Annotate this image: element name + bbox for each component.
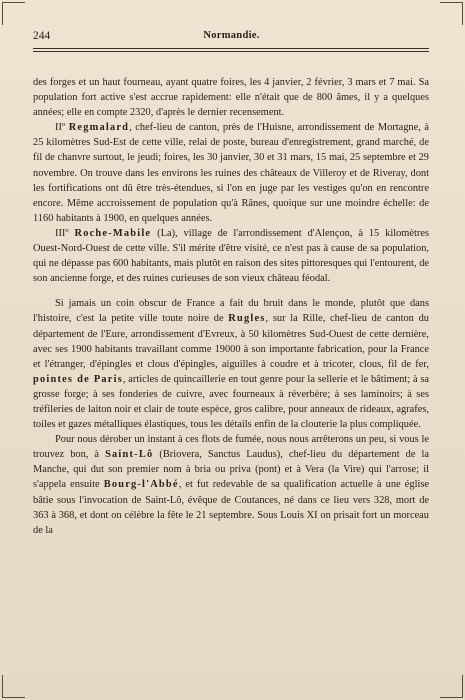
paragraph [33,120,429,226]
page-header [33,30,430,46]
text-run: des forges et un haut fourneau, ayant quatre foires, les 4 janvier, 2 février, 3 mars et 7 mai. Sa population fort active s'est accrue rapidement: elle n'était que de 800 âmes, il y a quelques années; elle en compte 2320, d'après le dernier recensement. [33,77,429,119]
text-run: Si jamais un coin obscur de France a fait du bruit dans le monde, plutôt que dans l'histoire, c'est la petite ville toute noire de [33,298,429,325]
corner-ornament [440,675,463,698]
place-name: pointes de Paris [33,373,123,385]
text-run: IIIº [55,227,75,239]
header-rule [33,48,429,52]
text-run: , sur la Rille, chef-lieu de canton du département de l'Eure, arrondissement d'Evreux, à 50 kilomètres Sud-Ouest de cette dernière, avec ses 1900 habitants travaillant comme 19000 à son importante fabrication, pour la France et l'étranger, d'épingles et clous d'épingles, aiguilles à coudre et à tricoter, clous, fil de fer, [33,313,429,370]
running-title: Normandie. [203,30,260,41]
text-run: (Briovera, Sanctus Laudus), chef-lieu du département de la Manche, qui dut son premier nom à bria ou priva (pont) et à Vera (la Vire) qui l'arrose; il s'appela ensuite [33,449,429,491]
place-name: Regmalard [68,122,130,134]
text-run: , et fut redevable de sa qualification actuelle à une église bâtie sous l'invocation de Saint-Lô, évêque de Coutances, né dans ce lieu vers 328, mort de 363 à 368, et dont on célèbre la fête le 21 septembre. Sous Louis XI on prisait fort un morceau de la [33,479,429,536]
place-name: Rugles [228,313,266,325]
place-name: Saint-Lô [105,449,154,461]
text-run: , chef-lieu de canton, près de l'Huisne, arrondissement de Mortagne, à 25 kilomètres Sud-Est de cette ville, relai de poste, bureau d'enregistrement, grand marché, de fil de chanvre surtout, le jeudi; foires, les 30 janvier, 30 et 31 mars, 15 mai, 25 septembre et 29 novembre. On trouve dans les environs les ruines des châteaux de Villeroy et de Riveray, dont les fortifications ont dû être très-étendues, si l'on en juge par les vestiges qu'on en rencontre encore. Même accroissement de population qu'à Rânes, quoique sur une moindre échelle: de 1160 habitants à 1900, en quelques années. [33,122,429,224]
text-run: IIº [55,122,69,134]
place-name: Roche-Mabile [74,227,152,239]
text-run: , articles de quincaillerie en tout genre pour la sellerie et le bâtiment; à sa grosse forge; à ses fonderies de cuivre, avec fourneaux à réverbère; à ses laminoirs; à ses tréfileries de laiton noir et clair de toute espèce, gros calibre, pour anneaux de rideaux, agrafes, toiles et gazes métalliques élastiques, tous les détails enfin de la clouterie la plus compliquée. [33,373,429,431]
place-name: Bourg-l'Abbé [103,479,179,491]
page-number: 244 [33,30,51,42]
corner-ornament [440,2,463,25]
text-run: Pour nous dérober un instant à ces flots de fumée, nous nous arrêterons un peu, si vous le trouvez bon, à [33,434,429,461]
body-text [33,75,429,538]
corner-ornament [2,675,25,698]
paragraph [33,296,429,432]
text-run: (La), village de l'arrondissement d'Alençon, à 15 kilomètres Ouest-Nord-Ouest de cette ville. S'il mérite d'être visité, ce n'est pas à cause de sa population, qui ne dépasse pas 600 habitants, mais plutôt en raison des sites pittoresques qui l'entourent, de son ancienne forge, et des ruines curieuses de son vieux château féodal. [33,227,430,285]
paragraph [33,75,429,120]
corner-ornament [2,2,25,25]
paragraph [33,226,429,286]
paragraph [33,432,429,538]
